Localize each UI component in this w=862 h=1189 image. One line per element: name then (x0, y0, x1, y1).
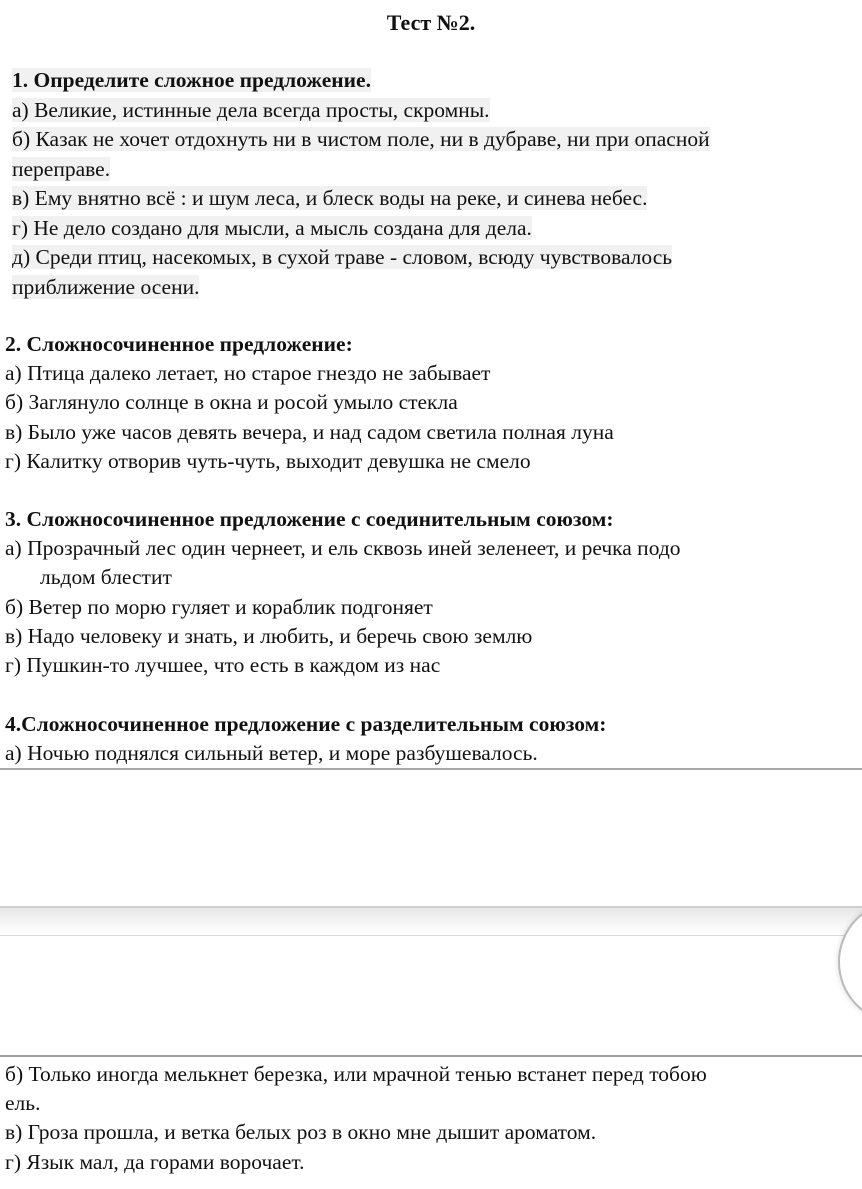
question-3-option-v: в) Надо человеку и знать, и любить, и беречь свою землю (5, 623, 533, 648)
question-1-option-d-line1: д) Среди птиц, насекомых, в сухой траве - словом, всюду чувствовалось (12, 245, 673, 269)
question-4-option-v: в) Гроза прошла, и ветка белых роз в окно мне дышит ароматом. (5, 1120, 597, 1145)
question-1-option-g: г) Не дело создано для мысли, а мысль создана для дела. (12, 215, 532, 240)
question-2 (5, 330, 857, 476)
question-4-option-b-line1: б) Только иногда мелькнет березка, или мрачной тенью встанет перед тобою (5, 1062, 707, 1086)
question-2-option-v: в) Было уже часов девять вечера, и над садом светила полная луна (5, 419, 614, 444)
page-title: Тест №2. (386, 10, 476, 35)
question-3-option-a-line2: льдом блестит (40, 565, 172, 590)
question-1-option-a: а) Великие, истинные дела всегда просты, скромны. (12, 97, 490, 122)
question-3 (5, 505, 857, 680)
question-2-option-b: б) Заглянуло солнце в окна и росой умыло стекла (5, 390, 458, 415)
question-2-option-g: г) Калитку отворив чуть-чуть, выходит девушка не смело (5, 448, 531, 473)
question-1-option-d-line2: приближение осени. (12, 274, 200, 299)
question-1-option-b-line2: переправе. (12, 156, 111, 181)
question-4-option-a: а) Ночью поднялся сильный ветер, и море разбушевалось. (5, 741, 538, 766)
question-1-option-v: в) Ему внятно всё : и шум леса, и блеск воды на реке, и синева небес. (12, 186, 648, 210)
question-3-option-g: г) Пушкин-то лучшее, что есть в каждом из нас (5, 653, 441, 678)
question-2-heading: 2. Сложносочиненное предложение: (5, 332, 353, 356)
question-3-heading: 3. Сложносочиненное предложение с соединительным союзом: (5, 507, 614, 531)
question-4 (5, 710, 857, 768)
page-divider-bottom (0, 1055, 862, 1057)
blank-area (0, 770, 862, 908)
page-break-bar (0, 906, 862, 936)
question-2-option-a: а) Птица далеко летает, но старое гнездо не забывает (5, 361, 491, 386)
question-3-option-b: б) Ветер по морю гуляет и кораблик подгоняет (5, 594, 433, 619)
question-1 (12, 66, 852, 302)
question-3-option-a-line1: а) Прозрачный лес один чернеет, и ель сквозь иней зеленеет, и речка подо (5, 536, 681, 561)
question-4-heading: 4.Сложносочиненное предложение с разделительным союзом: (5, 712, 607, 736)
question-1-heading: 1. Определите сложное предложение. (12, 68, 371, 92)
question-4-option-b-line2: ель. (5, 1091, 41, 1116)
question-4-option-g: г) Язык мал, да горами ворочает. (5, 1149, 305, 1174)
question-4-continued (5, 1060, 857, 1177)
question-1-option-b-line1: б) Казак не хочет отдохнуть ни в чистом поле, ни в дубраве, ни при опасной (12, 127, 710, 151)
